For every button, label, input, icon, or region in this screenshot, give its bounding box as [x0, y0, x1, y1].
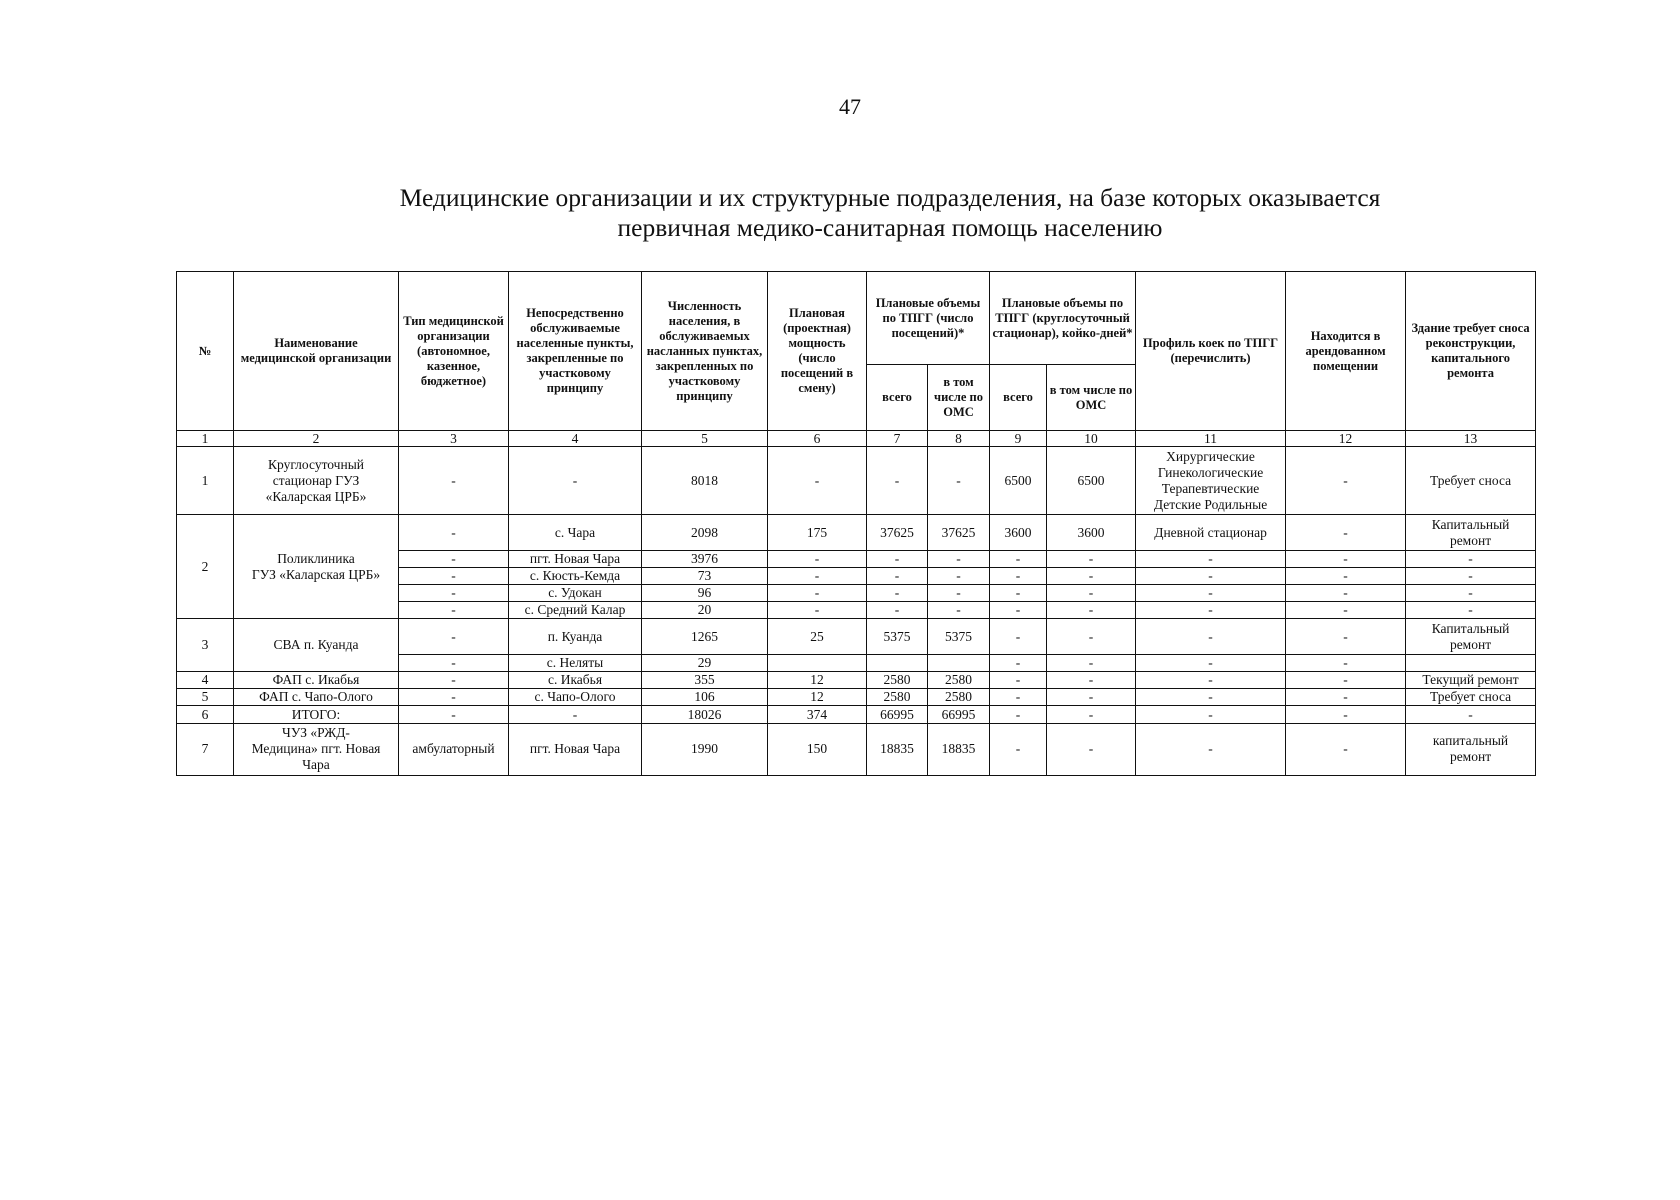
- population: 106: [642, 689, 768, 706]
- population: 20: [642, 601, 768, 618]
- column-number: 11: [1136, 431, 1286, 447]
- capacity: -: [768, 550, 867, 567]
- population: 1990: [642, 723, 768, 775]
- rented: -: [1286, 689, 1406, 706]
- org-name: Круглосуточный стационар ГУЗ «Каларская ЦРБ»: [234, 447, 399, 515]
- org-type: -: [399, 601, 509, 618]
- org-name: ФАП с. Чапо-Олого: [234, 689, 399, 706]
- header-population: Численность населения, в обслуживаемых насланных пунктах, закрепленных по участковому принципу: [642, 272, 768, 431]
- settlement: п. Куанда: [509, 618, 642, 654]
- beds-profile: -: [1136, 655, 1286, 672]
- population: 2098: [642, 515, 768, 550]
- hospital-total: -: [990, 618, 1047, 654]
- hospital-oms: -: [1047, 550, 1136, 567]
- org-type: -: [399, 655, 509, 672]
- hospital-total: -: [990, 706, 1047, 723]
- building-state: -: [1406, 584, 1536, 601]
- settlement: пгт. Новая Чара: [509, 550, 642, 567]
- column-number: 13: [1406, 431, 1536, 447]
- hospital-oms: -: [1047, 567, 1136, 584]
- rented: -: [1286, 550, 1406, 567]
- rented: -: [1286, 515, 1406, 550]
- capacity: 150: [768, 723, 867, 775]
- rented: -: [1286, 584, 1406, 601]
- building-state: Требует сноса: [1406, 447, 1536, 515]
- rented: -: [1286, 447, 1406, 515]
- visits-total: -: [867, 447, 928, 515]
- visits-oms: 37625: [928, 515, 990, 550]
- rented: -: [1286, 567, 1406, 584]
- beds-profile: -: [1136, 618, 1286, 654]
- visits-total: -: [867, 567, 928, 584]
- medical-organizations-table: [176, 271, 1536, 776]
- org-type: -: [399, 618, 509, 654]
- row-num: 2: [177, 515, 234, 619]
- capacity: 25: [768, 618, 867, 654]
- settlement: с. Чара: [509, 515, 642, 550]
- org-type: -: [399, 689, 509, 706]
- beds-profile: -: [1136, 689, 1286, 706]
- visits-oms: -: [928, 567, 990, 584]
- hospital-total: -: [990, 601, 1047, 618]
- beds-profile: -: [1136, 567, 1286, 584]
- hospital-total: -: [990, 723, 1047, 775]
- rented: -: [1286, 655, 1406, 672]
- visits-oms: 66995: [928, 706, 990, 723]
- header-capacity: Плановая (проектная) мощность (число посещений в смену): [768, 272, 867, 431]
- visits-total: 5375: [867, 618, 928, 654]
- building-state: [1406, 655, 1536, 672]
- visits-total: 18835: [867, 723, 928, 775]
- capacity: -: [768, 584, 867, 601]
- org-type: -: [399, 447, 509, 515]
- org-name: ИТОГО:: [234, 706, 399, 723]
- building-state: -: [1406, 706, 1536, 723]
- org-type: амбулаторный: [399, 723, 509, 775]
- building-state: Капитальный ремонт: [1406, 515, 1536, 550]
- rented: -: [1286, 723, 1406, 775]
- settlement: -: [509, 706, 642, 723]
- beds-profile: Дневной стационар: [1136, 515, 1286, 550]
- visits-oms: 18835: [928, 723, 990, 775]
- header-hospital-total: всего: [990, 365, 1047, 431]
- settlement: с. Чапо-Олого: [509, 689, 642, 706]
- header-building-state: Здание требует сноса реконструкции, капитального ремонта: [1406, 272, 1536, 431]
- beds-profile: -: [1136, 706, 1286, 723]
- population: 73: [642, 567, 768, 584]
- hospital-oms: -: [1047, 655, 1136, 672]
- table-row: [177, 689, 1536, 706]
- settlement: с. Средний Калар: [509, 601, 642, 618]
- hospital-total: -: [990, 550, 1047, 567]
- org-type: -: [399, 567, 509, 584]
- settlement: с. Удокан: [509, 584, 642, 601]
- header-org-type: Тип медицинской организации (автономное, казенное, бюджетное): [399, 272, 509, 431]
- population: 18026: [642, 706, 768, 723]
- beds-profile: -: [1136, 550, 1286, 567]
- header-hospital-oms: в том числе по ОМС: [1047, 365, 1136, 431]
- population: 355: [642, 672, 768, 689]
- capacity: 175: [768, 515, 867, 550]
- hospital-total: 6500: [990, 447, 1047, 515]
- hospital-oms: -: [1047, 601, 1136, 618]
- settlement: пгт. Новая Чара: [509, 723, 642, 775]
- visits-total: -: [867, 550, 928, 567]
- hospital-total: -: [990, 689, 1047, 706]
- rented: -: [1286, 672, 1406, 689]
- org-name: Поликлиника ГУЗ «Каларская ЦРБ»: [234, 515, 399, 619]
- beds-profile: -: [1136, 584, 1286, 601]
- settlement: с. Неляты: [509, 655, 642, 672]
- column-number: 5: [642, 431, 768, 447]
- org-type: -: [399, 672, 509, 689]
- org-type: -: [399, 515, 509, 550]
- capacity: 374: [768, 706, 867, 723]
- column-number: 4: [509, 431, 642, 447]
- org-type: -: [399, 550, 509, 567]
- population: 3976: [642, 550, 768, 567]
- building-state: -: [1406, 550, 1536, 567]
- table-row: [177, 723, 1536, 775]
- column-number: 6: [768, 431, 867, 447]
- visits-oms: 2580: [928, 689, 990, 706]
- visits-oms: 2580: [928, 672, 990, 689]
- header-planned-hospital: Плановые объемы по ТПГГ (круглосуточный стационар), койко-дней*: [990, 272, 1136, 365]
- column-number: 10: [1047, 431, 1136, 447]
- header-planned-visits: Плановые объемы по ТПГГ (число посещений)*: [867, 272, 990, 365]
- column-number: 9: [990, 431, 1047, 447]
- hospital-total: -: [990, 655, 1047, 672]
- visits-total: -: [867, 601, 928, 618]
- population: 29: [642, 655, 768, 672]
- table-row: [177, 706, 1536, 723]
- hospital-total: -: [990, 672, 1047, 689]
- header-visits-oms: в том числе по ОМС: [928, 365, 990, 431]
- column-number: 1: [177, 431, 234, 447]
- header-rented: Находится в арендованном помещении: [1286, 272, 1406, 431]
- beds-profile: -: [1136, 601, 1286, 618]
- visits-total: 37625: [867, 515, 928, 550]
- hospital-total: -: [990, 567, 1047, 584]
- hospital-oms: -: [1047, 584, 1136, 601]
- org-type: -: [399, 584, 509, 601]
- visits-oms: -: [928, 550, 990, 567]
- title-line-1: Медицинские организации и их структурные подразделения, на базе которых оказывается: [399, 183, 1381, 212]
- capacity: [768, 655, 867, 672]
- rented: -: [1286, 706, 1406, 723]
- hospital-total: -: [990, 584, 1047, 601]
- table-row: [177, 515, 1536, 550]
- building-state: Текущий ремонт: [1406, 672, 1536, 689]
- visits-oms: -: [928, 601, 990, 618]
- row-num: 3: [177, 618, 234, 671]
- building-state: -: [1406, 601, 1536, 618]
- settlement: -: [509, 447, 642, 515]
- beds-profile: Хирургические Гинекологические Терапевтические Детские Родильные: [1136, 447, 1286, 515]
- population: 1265: [642, 618, 768, 654]
- capacity: -: [768, 567, 867, 584]
- org-type: -: [399, 706, 509, 723]
- settlement: с. Икабья: [509, 672, 642, 689]
- population: 8018: [642, 447, 768, 515]
- hospital-oms: -: [1047, 706, 1136, 723]
- building-state: капитальный ремонт: [1406, 723, 1536, 775]
- header-beds-profile: Профиль коек по ТПГГ (перечислить): [1136, 272, 1286, 431]
- beds-profile: -: [1136, 672, 1286, 689]
- table-row: [177, 618, 1536, 654]
- capacity: 12: [768, 689, 867, 706]
- row-num: 4: [177, 672, 234, 689]
- visits-oms: -: [928, 447, 990, 515]
- column-number: 3: [399, 431, 509, 447]
- hospital-oms: -: [1047, 672, 1136, 689]
- visits-oms: -: [928, 584, 990, 601]
- beds-profile: -: [1136, 723, 1286, 775]
- building-state: Требует сноса: [1406, 689, 1536, 706]
- document-title: [300, 183, 1480, 243]
- visits-total: 2580: [867, 672, 928, 689]
- column-number: 7: [867, 431, 928, 447]
- header-settlements: Непосредственно обслуживаемые населенные пункты, закрепленные по участковому принципу: [509, 272, 642, 431]
- capacity: 12: [768, 672, 867, 689]
- org-name: ФАП с. Икабья: [234, 672, 399, 689]
- rented: -: [1286, 601, 1406, 618]
- visits-total: 2580: [867, 689, 928, 706]
- visits-oms: 5375: [928, 618, 990, 654]
- building-state: -: [1406, 567, 1536, 584]
- page-number: 47: [839, 94, 861, 119]
- header-num: №: [177, 272, 234, 431]
- hospital-oms: 6500: [1047, 447, 1136, 515]
- hospital-oms: -: [1047, 689, 1136, 706]
- rented: -: [1286, 618, 1406, 654]
- header-visits-total: всего: [867, 365, 928, 431]
- row-num: 1: [177, 447, 234, 515]
- org-name: ЧУЗ «РЖД- Медицина» пгт. Новая Чара: [234, 723, 399, 775]
- column-number: 8: [928, 431, 990, 447]
- row-num: 5: [177, 689, 234, 706]
- hospital-total: 3600: [990, 515, 1047, 550]
- building-state: Капитальный ремонт: [1406, 618, 1536, 654]
- hospital-oms: -: [1047, 618, 1136, 654]
- row-num: 7: [177, 723, 234, 775]
- header-org-name: Наименование медицинской организации: [234, 272, 399, 431]
- visits-total: [867, 655, 928, 672]
- hospital-oms: 3600: [1047, 515, 1136, 550]
- column-number: 2: [234, 431, 399, 447]
- capacity: -: [768, 601, 867, 618]
- table-row: [177, 672, 1536, 689]
- population: 96: [642, 584, 768, 601]
- visits-total: 66995: [867, 706, 928, 723]
- org-name: СВА п. Куанда: [234, 618, 399, 671]
- hospital-oms: -: [1047, 723, 1136, 775]
- title-line-2: первичная медико-санитарная помощь населению: [617, 213, 1163, 242]
- visits-total: -: [867, 584, 928, 601]
- capacity: -: [768, 447, 867, 515]
- visits-oms: [928, 655, 990, 672]
- table-row: [177, 447, 1536, 515]
- column-number: 12: [1286, 431, 1406, 447]
- settlement: с. Кюсть-Кемда: [509, 567, 642, 584]
- row-num: 6: [177, 706, 234, 723]
